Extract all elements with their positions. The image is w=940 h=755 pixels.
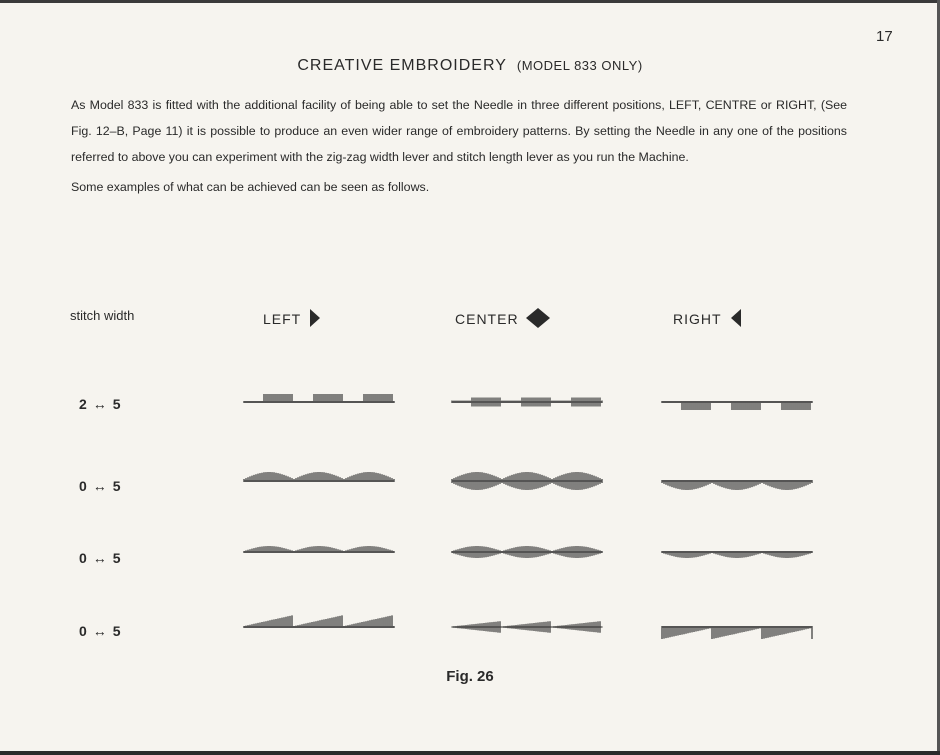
row-1-to: 5 [112, 396, 121, 412]
stitch-lines [244, 615, 394, 628]
row-3-to: 5 [112, 550, 121, 566]
row-1-from: 2 [79, 396, 87, 412]
stitch-pattern-right-sawtooth [662, 626, 812, 639]
stitch-pattern-right-scallop [662, 480, 812, 490]
row-4-from: 0 [79, 623, 87, 639]
stitch-pattern-center-small-scallop [452, 546, 602, 558]
stitch-lines [662, 626, 812, 639]
row-2-from: 0 [79, 478, 87, 494]
row-2-to: 5 [112, 478, 121, 494]
row-4-to: 5 [112, 623, 121, 639]
stitch-pattern-left-block [244, 394, 394, 403]
figure-caption: Fig. 26 [446, 668, 494, 685]
stitch-pattern-left-small-scallop [244, 546, 394, 553]
examples-paragraph: Some examples of what can be achieved can be seen as follows. [71, 180, 430, 194]
intro-paragraph: As Model 833 is fitted with the additional facility of being able to set the Needle in three different positions, LEFT, CENTRE or RIGHT, (See Fig. 12–B, Page 11) it is possible to produce an even wider range of embroidery patterns. By setting the Needle in any one of the positions referred to above you can experiment with the zig-zag width lever and stitch length lever as you run the Machine. [71, 98, 847, 164]
arrow-icon: ↔ [92, 478, 107, 494]
column-label-right: RIGHT [673, 311, 722, 327]
stitch-pattern-right-block [662, 401, 812, 410]
title-subtitle: (MODEL 833 ONLY) [516, 58, 643, 73]
arrow-icon: ↔ [92, 396, 107, 412]
stitch-pattern-center-sawtooth [452, 621, 602, 633]
stitch-pattern-center-block [452, 398, 602, 407]
stitch-pattern-left-sawtooth [244, 615, 394, 628]
stitch-pattern-right-small-scallop [662, 551, 812, 558]
arrow-icon: ↔ [92, 623, 107, 639]
column-label-left: LEFT [263, 311, 301, 327]
page-number: 17 [876, 28, 893, 45]
stitch-pattern-center-scallop [452, 472, 602, 490]
column-label-center: CENTER [455, 311, 519, 327]
title-text: CREATIVE EMBROIDERY [297, 57, 507, 74]
row-3-from: 0 [79, 550, 87, 566]
stitch-width-label: stitch width [70, 308, 135, 323]
stitch-pattern-left-scallop [244, 472, 394, 482]
arrow-icon: ↔ [92, 550, 107, 566]
